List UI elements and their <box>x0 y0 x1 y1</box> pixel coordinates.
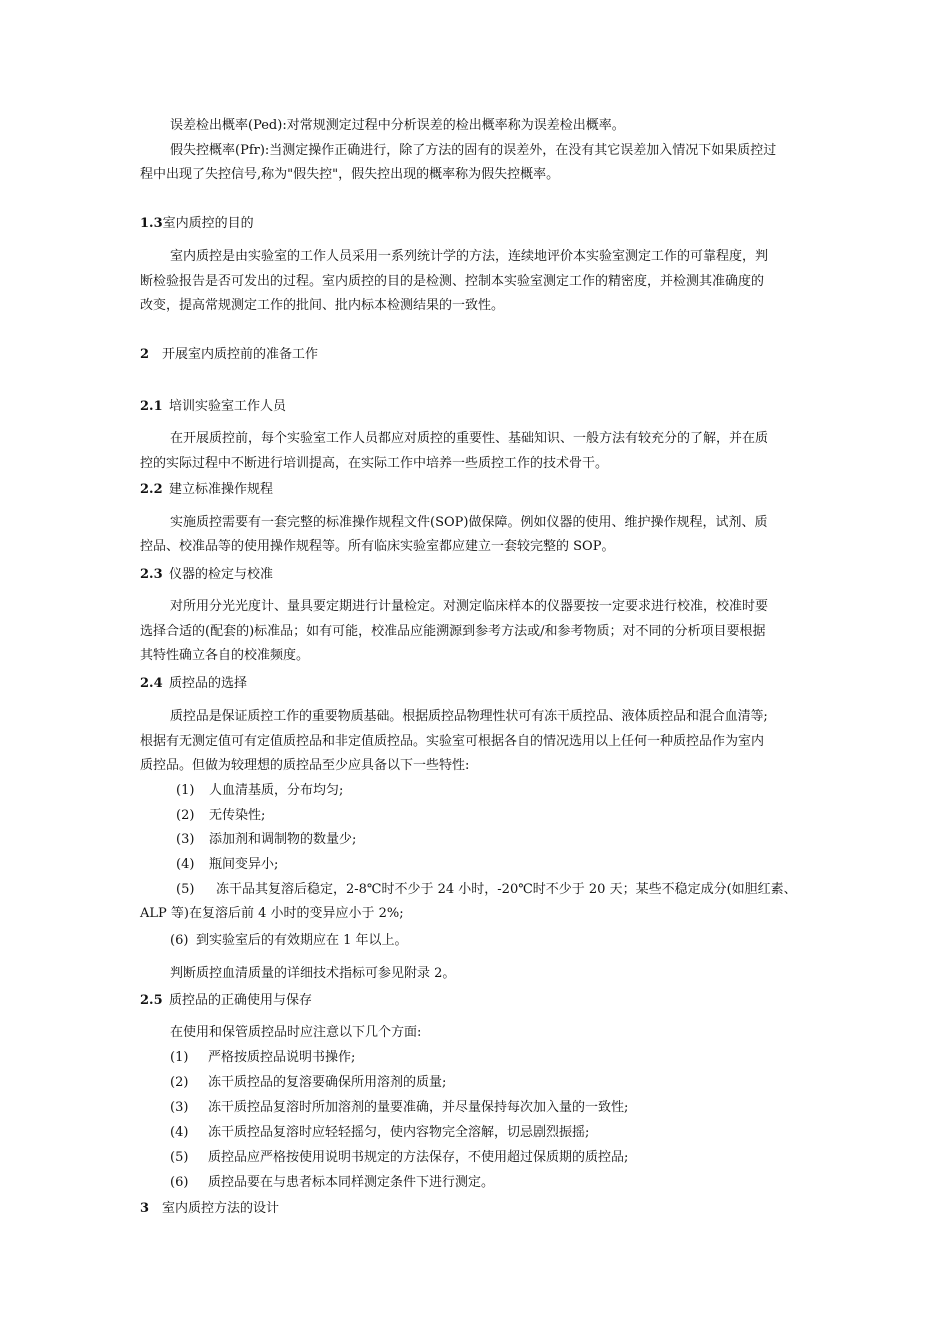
paragraph-text: 其特性确立各自的校准频度。 <box>140 648 310 663</box>
section-heading-2 <box>140 346 820 364</box>
list-item <box>170 1074 850 1092</box>
list-item-continuation: ALP 等)在复溶后前 4 小时的变异应小于 2%; <box>140 906 404 921</box>
paragraph-text: 对所用分光光度计、量具要定期进行计量检定。对测定临床样本的仪器要按一定要求进行校准，校准时要 <box>170 599 769 614</box>
paragraph-text: 选择合适的(配套的)标准品；如有可能，校准品应能溯源到参考方法或/和参考物质；对不同的分析项目要根据 <box>140 624 766 639</box>
list-item <box>176 856 856 874</box>
list-item-text: 无传染性; <box>209 808 266 823</box>
list-item-number: (5) <box>176 882 195 897</box>
section-number: 2 <box>140 347 150 362</box>
list-item <box>170 1124 850 1142</box>
paragraph-text: 质控品。但做为较理想的质控品至少应具备以下一些特性: <box>140 758 470 773</box>
list-item <box>176 881 856 899</box>
section-number: 2.4 <box>140 676 163 691</box>
list-item-number: (3) <box>170 1100 189 1115</box>
section-title: 室内质控的目的 <box>162 216 254 231</box>
paragraph-text: 室内质控是由实验室的工作人员采用一系列统计学的方法，连续地评价本实验室测定工作的可靠程度，判 <box>170 249 769 264</box>
list-item <box>170 1049 850 1067</box>
list-item <box>176 831 856 849</box>
section-title: 建立标准操作规程 <box>169 482 274 497</box>
list-item-number: (4) <box>176 857 195 872</box>
paragraph-text: 实施质控需要有一套完整的标准操作规程文件(SOP)做保障。例如仪器的使用、维护操作规程，试剂、质 <box>170 515 768 530</box>
paragraph-text: 断检验报告是否可发出的过程。室内质控的目的是检测、控制本实验室测定工作的精密度，并检测其准确度的 <box>140 274 765 289</box>
section-number: 2.1 <box>140 399 163 414</box>
list-item <box>170 1174 850 1192</box>
paragraph-note: 判断质控血清质量的详细技术指标可参见附录 2。 <box>170 966 456 981</box>
section-heading-2-4 <box>140 675 820 693</box>
section-heading-2-5 <box>140 992 820 1010</box>
section-title: 仪器的检定与校准 <box>169 567 274 582</box>
paragraph-text: 根据有无测定值可有定值质控品和非定值质控品。实验室可根据各自的情况选用以上任何一种质控品作为室内 <box>140 734 765 749</box>
list-item-number: (5) <box>170 1150 189 1165</box>
list-item-text: 到实验室后的有效期应在 1 年以上。 <box>196 933 408 948</box>
list-item-number: (6) <box>170 933 189 948</box>
section-heading-2-2 <box>140 481 820 499</box>
list-item-text: 质控品要在与患者标本同样测定条件下进行测定。 <box>208 1175 495 1190</box>
list-item-text: 瓶间变异小; <box>209 857 279 872</box>
paragraph-text: 在使用和保管质控品时应注意以下几个方面: <box>170 1025 422 1040</box>
paragraph-text: 控品、校准品等的使用操作规程等。所有临床实验室都应建立一套较完整的 SOP。 <box>140 539 615 554</box>
list-item-number: (2) <box>176 808 195 823</box>
list-item-text: 冻干质控品复溶时所加溶剂的量要准确，并尽量保持每次加入量的一致性; <box>208 1100 629 1115</box>
list-item-text: 人血清基质，分布均匀; <box>209 783 344 798</box>
paragraph-text: 在开展质控前，每个实验室工作人员都应对质控的重要性、基础知识、一般方法有较充分的了解，并在质 <box>170 431 769 446</box>
list-item <box>170 1099 850 1117</box>
section-title: 培训实验室工作人员 <box>169 399 287 414</box>
list-item-text: 添加剂和调制物的数量少; <box>209 832 357 847</box>
list-item-text: 冻干品其复溶后稳定，2-8℃时不少于 24 小时，-20℃时不少于 20 天；某些不稳定成分(如胆红素、 <box>216 882 797 897</box>
section-number: 2.5 <box>140 993 163 1008</box>
paragraph-text: 控的实际过程中不断进行培训提高，在实际工作中培养一些质控工作的技术骨干。 <box>140 456 609 471</box>
list-item <box>176 807 856 825</box>
list-item-number: (2) <box>170 1075 189 1090</box>
list-item-number: (1) <box>170 1050 189 1065</box>
paragraph-pfr-definition-cont: 程中出现了失控信号,称为"假失控"，假失控出现的概率称为假失控概率。 <box>140 167 560 182</box>
list-item-text: 冻干质控品复溶时应轻轻摇匀，使内容物完全溶解，切忌剧烈振摇; <box>208 1125 590 1140</box>
section-title: 室内质控方法的设计 <box>162 1201 280 1216</box>
list-item-number: (6) <box>170 1175 189 1190</box>
paragraph-ped-definition: 误差检出概率(Ped):对常规测定过程中分析误差的检出概率称为误差检出概率。 <box>170 118 625 133</box>
list-item-number: (4) <box>170 1125 189 1140</box>
section-heading-2-3 <box>140 566 820 584</box>
list-item <box>170 932 850 950</box>
section-title: 质控品的选择 <box>169 676 248 691</box>
list-item-number: (1) <box>176 783 195 798</box>
list-item <box>170 1149 850 1167</box>
list-item-number: (3) <box>176 832 195 847</box>
paragraph-text: 改变，提高常规测定工作的批间、批内标本检测结果的一致性。 <box>140 298 505 313</box>
list-item-text: 严格按质控品说明书操作; <box>208 1050 356 1065</box>
section-heading-2-1 <box>140 398 820 416</box>
section-number: 3 <box>140 1201 150 1216</box>
section-number: 2.3 <box>140 567 163 582</box>
paragraph-pfr-definition: 假失控概率(Pfr):当测定操作正确进行，除了方法的固有的误差外，在没有其它误差加入情况下如果质控过 <box>170 143 777 158</box>
section-heading-3 <box>140 1200 820 1218</box>
paragraph-text: 质控品是保证质控工作的重要物质基础。根据质控品物理性状可有冻干质控品、液体质控品和混合血清等; <box>170 709 768 724</box>
section-title: 开展室内质控前的准备工作 <box>162 347 319 362</box>
list-item-text: 质控品应严格按使用说明书规定的方法保存，不使用超过保质期的质控品; <box>208 1150 629 1165</box>
section-title: 质控品的正确使用与保存 <box>169 993 313 1008</box>
list-item-text: 冻干质控品的复溶要确保所用溶剂的质量; <box>208 1075 447 1090</box>
section-number: 2.2 <box>140 482 163 497</box>
list-item <box>176 782 856 800</box>
section-heading-1-3 <box>140 215 820 233</box>
section-number: 1.3 <box>140 216 163 231</box>
